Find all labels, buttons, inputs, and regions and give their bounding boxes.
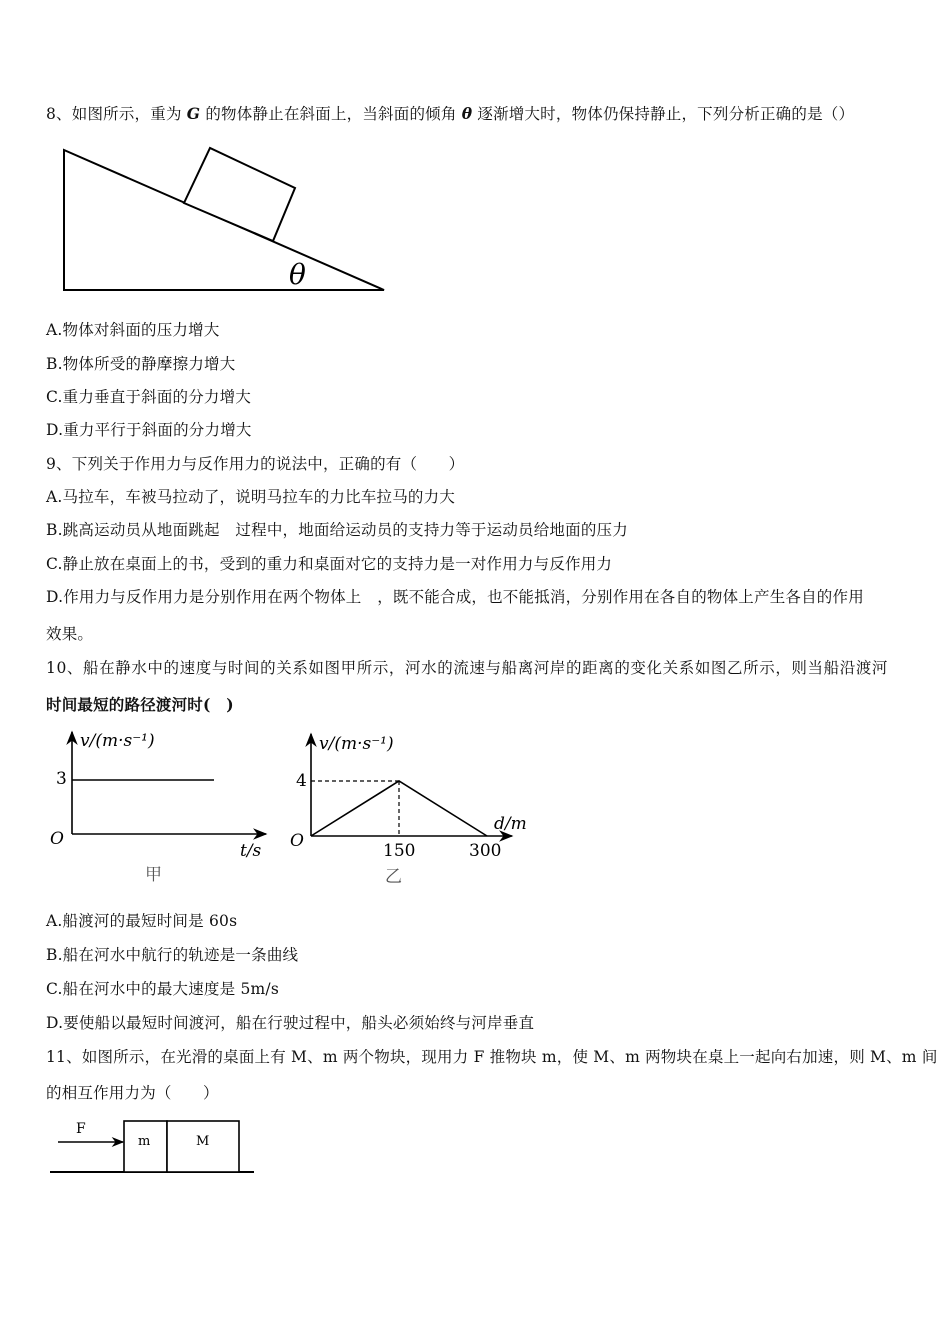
q10-stem-line2: 时间最短的路径渡河时( ) — [46, 695, 234, 714]
q10-option-a[interactable]: A.船渡河的最短时间是 60s — [46, 912, 238, 930]
force-label: F — [76, 1121, 86, 1137]
q9-option-c[interactable]: C.静止放在桌面上的书，受到的重力和桌面对它的支持力是一对作用力与反作用力 — [46, 555, 613, 573]
yi-origin: O — [290, 831, 304, 851]
q8-var-g: G — [186, 104, 201, 123]
jia-caption: 甲 — [145, 865, 162, 885]
q10-option-b[interactable]: B.船在河水中航行的轨迹是一条曲线 — [46, 946, 299, 964]
jia-x-label: t/s — [240, 841, 262, 861]
q10-option-d[interactable]: D.要使船以最短时间渡河，船在行驶过程中，船头必须始终与河岸垂直 — [46, 1014, 535, 1032]
yi-caption: 乙 — [385, 867, 402, 887]
big-block-label: M — [196, 1134, 210, 1149]
q9-option-b[interactable]: B.跳高运动员从地面跳起 过程中，地面给运动员的支持力等于运动员给地面的压力 — [46, 521, 628, 539]
q8-stem-part: 8、如图所示，重为 — [46, 105, 187, 123]
yi-x-tick-150: 150 — [383, 841, 416, 861]
q8-option-b[interactable]: B.物体所受的静摩擦力增大 — [46, 355, 236, 373]
q11-stem-line1: 11、如图所示，在光滑的桌面上有 M、m 两个物块，现用力 F 推物块 m，使 M、m 两物块在桌上一起向右加速，则 M、m 间 — [46, 1048, 938, 1066]
q9-stem: 9、下列关于作用力与反作用力的说法中，正确的有（ ） — [46, 455, 465, 473]
yi-y-tick: 4 — [296, 771, 307, 791]
q8-option-d[interactable]: D.重力平行于斜面的分力增大 — [46, 421, 252, 439]
jia-y-label: v/(m·s⁻¹) — [80, 731, 155, 751]
small-block-label: m — [138, 1134, 151, 1149]
q10-stem-line1: 10、船在静水中的速度与时间的关系如图甲所示，河水的流速与船离河岸的距离的变化关系如图乙所示，则当船沿渡河 — [46, 659, 889, 677]
yi-x-label: d/m — [494, 814, 527, 834]
yi-x-tick-300: 300 — [469, 841, 502, 861]
yi-y-label: v/(m·s⁻¹) — [319, 734, 394, 754]
q8-option-c[interactable]: C.重力垂直于斜面的分力增大 — [46, 388, 252, 406]
q11-stem-line2: 的相互作用力为（ ） — [46, 1084, 219, 1102]
incline-angle-label: θ — [289, 258, 306, 291]
jia-y-tick: 3 — [56, 769, 67, 789]
q8-option-a[interactable]: A.物体对斜面的压力增大 — [46, 321, 220, 339]
q9-option-d-continued: 效果。 — [46, 625, 94, 643]
q8-stem-part: 的物体静止在斜面上，当斜面的倾角 — [200, 105, 462, 123]
q8-stem-part: 逐渐增大时，物体仍保持静止，下列分析正确的是（） — [472, 105, 855, 123]
jia-origin: O — [50, 829, 64, 849]
q9-option-d[interactable]: D.作用力与反作用力是分别作用在两个物体上 ，既不能合成，也不能抵消，分别作用在各自的物体上产生各自的作用 — [46, 588, 864, 606]
q10-option-c[interactable]: C.船在河水中的最大速度是 5m/s — [46, 980, 279, 998]
q8-var-theta: θ — [461, 104, 473, 123]
q9-option-a[interactable]: A.马拉车，车被马拉动了，说明马拉车的力比车拉马的力大 — [46, 488, 456, 506]
